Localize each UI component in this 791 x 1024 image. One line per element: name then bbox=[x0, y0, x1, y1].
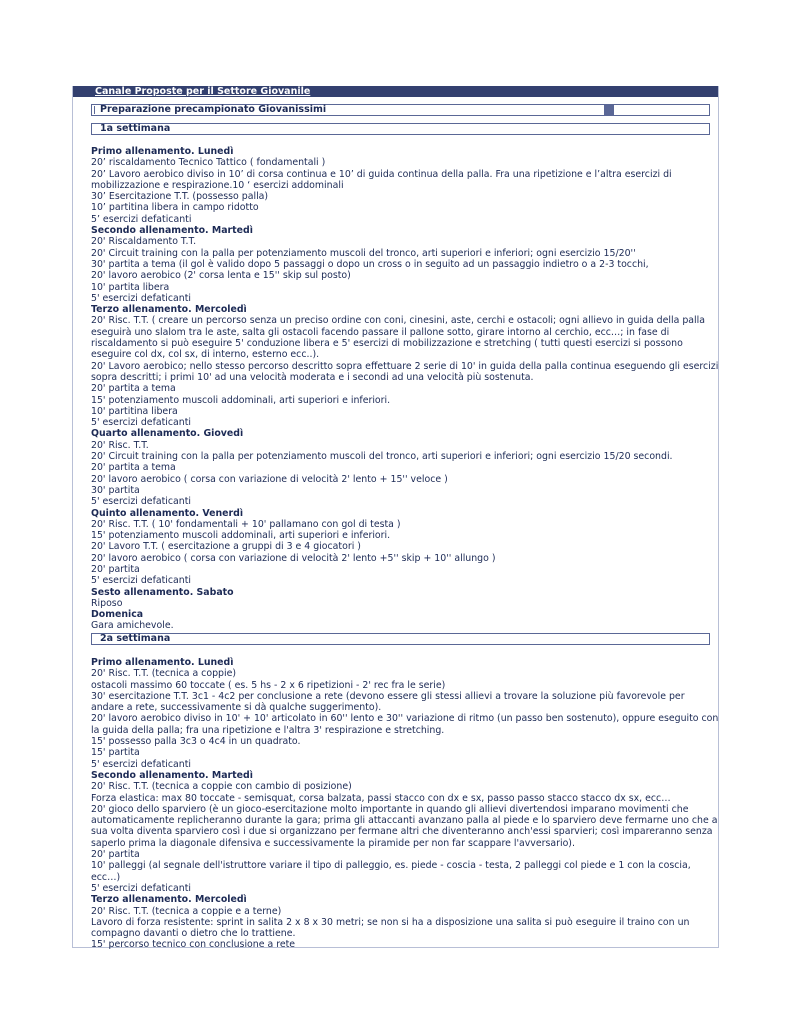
section-header bbox=[91, 104, 710, 116]
channel-banner: Canale Proposte per il Settore Giovanile bbox=[73, 86, 718, 97]
week2-title: 2a settimana bbox=[100, 633, 171, 644]
text-line: 20' Risc. T.T. (tecnica a coppie con cambio di posizione) bbox=[91, 781, 352, 793]
text-line: compagno davanti o dietro che lo trattiene. bbox=[91, 928, 296, 940]
text-line: 5' esercizi defaticanti bbox=[91, 496, 192, 508]
text-line: sua volta diventa sparviero così i due si organizzano per fermane altri che diventeranno anch'essi sparvieri; così impareranno senza bbox=[91, 826, 713, 838]
text-line: 20’ riscaldamento Tecnico Tattico ( fondamentali ) bbox=[91, 157, 326, 169]
text-line: 15' possesso palla 3c3 o 4c4 in un quadrato. bbox=[91, 736, 301, 748]
text-line: andare a rete, successivamente si dà qualche suggerimento). bbox=[91, 702, 382, 714]
section-title: Preparazione precampionato Giovanissimi bbox=[100, 104, 327, 115]
text-line: ecc…) bbox=[91, 871, 121, 883]
text-line: 15' potenziamento muscoli addominali, arti superiori e inferiori. bbox=[91, 530, 391, 542]
text-line: 30' partita bbox=[91, 484, 140, 496]
text-line: 20' Risc. T.T. (tecnica a coppie e a terne) bbox=[91, 905, 282, 917]
session-heading: Quinto allenamento. Venerdì bbox=[91, 507, 244, 519]
session-heading: Primo allenamento. Lunedì bbox=[91, 657, 234, 668]
text-line: 20' partita a tema bbox=[91, 462, 176, 474]
text-line: 10’ partitina libera in campo ridotto bbox=[91, 202, 259, 214]
page-frame bbox=[72, 86, 719, 951]
text-line: sopra descritti; i primi 10' ad una velocità moderata e i secondi ad una velocità più sostenuta. bbox=[91, 371, 534, 383]
session-heading: Sesto allenamento. Sabato bbox=[91, 586, 234, 598]
session-heading: Secondo allenamento. Martedì bbox=[91, 225, 253, 237]
header-divider bbox=[94, 106, 95, 114]
text-line: 20' lavoro aerobico (2' corsa lenta e 15'' skip sul posto) bbox=[91, 270, 351, 282]
text-line: 30' esercitazione T.T. 3c1 - 4c2 per conclusione a rete (devono essere gli stessi allievi a trovare la soluzione più favorevole per bbox=[91, 690, 685, 702]
session-heading: Secondo allenamento. Martedì bbox=[91, 769, 253, 781]
text-line: 5' esercizi defaticanti bbox=[91, 417, 192, 429]
text-line: 20' Circuit training con la palla per potenziamento muscoli del tronco, arti superiori e inferiori; ogni esercizio 15/20'' bbox=[91, 247, 636, 259]
square-icon bbox=[604, 105, 614, 115]
text-line: eseguire col dx, col sx, di interno, esterno ecc..). bbox=[91, 349, 320, 361]
text-line: 20' Riscaldamento T.T. bbox=[91, 236, 197, 248]
text-line: ostacoli massimo 60 toccate ( es. 5 hs - 2 x 6 ripetizioni - 2' rec fra le serie) bbox=[91, 679, 446, 691]
text-line: riscaldamento si può eseguire 5' conduzione libera e 5' esercizi di mobilizzazione e stretching ( tutti questi esercizi si possono bbox=[91, 338, 683, 350]
text-line: Lavoro di forza resistente: sprint in salita 2 x 8 x 30 metri; se non si ha a disposizione una salita si può eseguire il traino con un bbox=[91, 916, 690, 928]
text-line: 20’ Lavoro aerobico diviso in 10’ di corsa continua e 10’ di guida continua della palla. Fra una ripetizione e l’altra esercizi di bbox=[91, 168, 672, 180]
text-line: 15' partita bbox=[91, 747, 140, 759]
text-line: 5' esercizi defaticanti bbox=[91, 575, 192, 587]
text-line: 10' partita libera bbox=[91, 281, 170, 293]
text-line: 5' esercizi defaticanti bbox=[91, 758, 192, 770]
text-line: 15' potenziamento muscoli addominali, arti superiori e inferiori. bbox=[91, 394, 391, 406]
text-line: 15' percorso tecnico con conclusione a rete bbox=[91, 939, 296, 951]
session-heading: Quarto allenamento. Giovedì bbox=[91, 428, 244, 440]
text-line: 20' partita bbox=[91, 563, 140, 575]
text-line: 5' esercizi defaticanti bbox=[91, 292, 192, 304]
text-line: 5' esercizi defaticanti bbox=[91, 882, 192, 894]
week1-header bbox=[91, 123, 710, 135]
text-line: automaticamente replicheranno durante la gara; prima gli attaccanti avanzano palla al piede e lo sparviero deve fermarne uno che a bbox=[91, 815, 718, 827]
text-line: Riposo bbox=[91, 597, 123, 609]
session-heading: Terzo allenamento. Mercoledì bbox=[91, 304, 247, 316]
text-line: 20' lavoro aerobico ( corsa con variazione di velocità 2' lento +5'' skip + 10'' allungo ) bbox=[91, 552, 496, 564]
text-line: 10' partitina libera bbox=[91, 405, 178, 417]
text-line: 20' partita bbox=[91, 849, 140, 861]
text-line: 20' gioco dello sparviero (è un gioco-esercitazione molto importante in quando gli allievi divertendosi imparano movimenti che bbox=[91, 803, 689, 815]
session-heading: Terzo allenamento. Mercoledì bbox=[91, 894, 247, 906]
text-line: 20' Circuit training con la palla per potenziamento muscoli del tronco, arti superiori e inferiori; ogni esercizio 15/20 secondi. bbox=[91, 451, 673, 463]
text-line: 20' Lavoro aerobico; nello stesso percorso descritto sopra effettuare 2 serie di 10' in guida della palla continua eseguendo gli esercizi bbox=[91, 360, 719, 372]
text-line: 20' Lavoro T.T. ( esercitazione a gruppi di 3 e 4 giocatori ) bbox=[91, 541, 361, 553]
text-line: 30’ Esercitazione T.T. (possesso palla) bbox=[91, 191, 269, 203]
text-line: saperlo prima la diagonale difensiva e successivamente la piramide per non far scappare l'avversario). bbox=[91, 837, 575, 849]
week1-title: 1a settimana bbox=[100, 123, 171, 134]
text-line: mobilizzazione e respirazione.10 ‘ esercizi addominali bbox=[91, 179, 344, 191]
session-heading: Primo allenamento. Lunedì bbox=[91, 146, 234, 157]
week2-header bbox=[91, 633, 710, 645]
session-heading: Domenica bbox=[91, 609, 144, 621]
text-line: 20' Risc. T.T. bbox=[91, 439, 149, 451]
text-line: 5’ esercizi defaticanti bbox=[91, 213, 192, 225]
text-line: 20' Risc. T.T. ( 10' fondamentali + 10' pallamano con gol di testa ) bbox=[91, 518, 401, 530]
week1-body bbox=[91, 146, 719, 632]
text-line: 20' lavoro aerobico ( corsa con variazione di velocità 2' lento + 15'' veloce ) bbox=[91, 473, 448, 485]
text-line: 20' partita a tema bbox=[91, 383, 176, 395]
text-line: 20' lavoro aerobico diviso in 10' + 10' articolato in 60'' lento e 30'' variazione di ritmo (un passo ben sostenuto), oppure eseguito con bbox=[91, 713, 719, 725]
text-line: eseguirà uno slalom tra le aste, salta gli ostacoli facendo passare il pallone sotto, girare intorno al cerchio, ecc…; in fase di bbox=[91, 326, 670, 338]
text-line: 10' palleggi (al segnale dell'istruttore variare il tipo di palleggio, es. piede - coscia - testa, 2 palleggi col piede e 1 con la coscia, bbox=[91, 860, 691, 872]
text-line: 20' Risc. T.T. ( creare un percorso senza un preciso ordine con coni, cinesini, aste, cerchi e ostacoli; ogni allievo in guida della palla bbox=[91, 315, 705, 327]
text-line: 20' Risc. T.T. (tecnica a coppie) bbox=[91, 668, 236, 680]
text-line: Gara amichevole. bbox=[91, 620, 174, 632]
text-line: la guida della palla; fra una ripetizione e l'altra 3' respirazione e stretching. bbox=[91, 724, 445, 736]
week2-body bbox=[91, 657, 719, 951]
text-line: Forza elastica: max 80 toccate - semisquat, corsa balzata, passi stacco con dx e sx, passo passo stacco stacco dx sx, ecc… bbox=[91, 792, 671, 804]
text-line: 30' partita a tema (il gol è valido dopo 5 passaggi o dopo un cross o in seguito ad un passaggio indietro o a 2-3 tocchi, bbox=[91, 258, 649, 270]
